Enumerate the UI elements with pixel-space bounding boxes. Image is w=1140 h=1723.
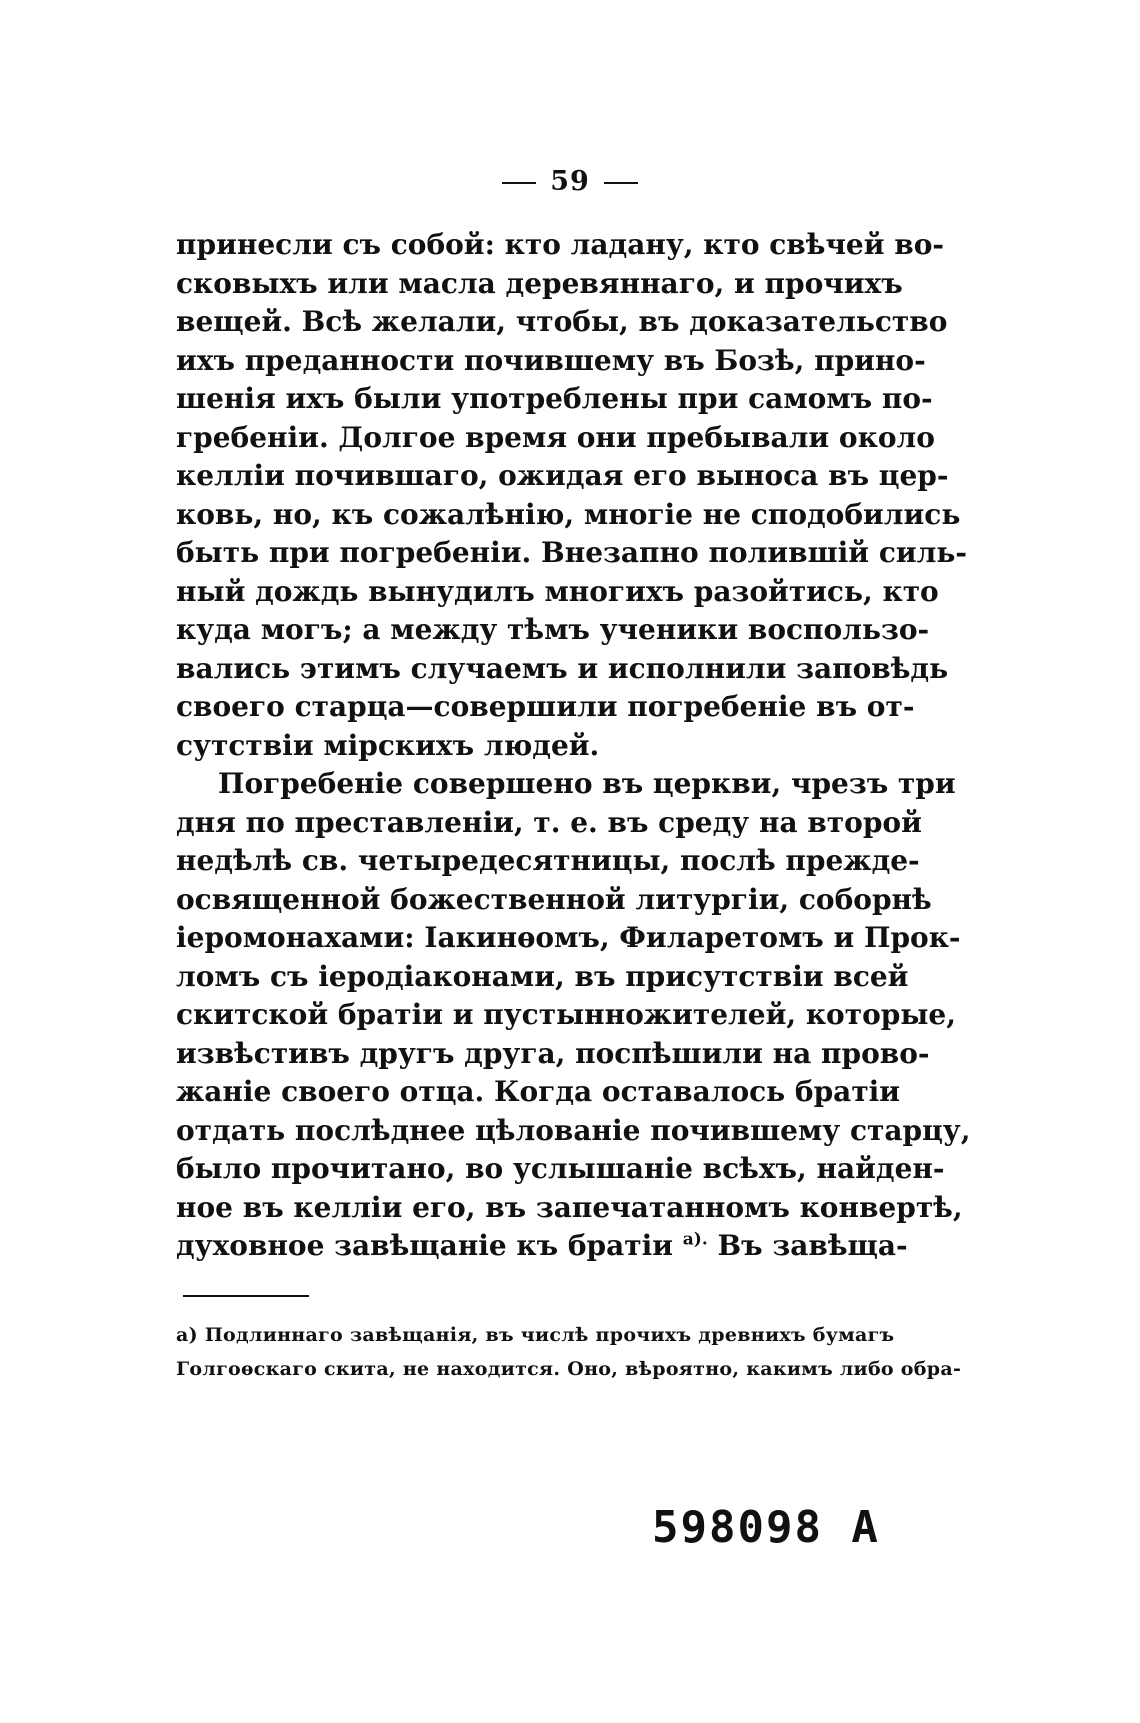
body-line: іеромонахами: Іакинѳомъ, Филаретомъ и Прок- [176, 921, 961, 954]
body-line-paragraph-start: Погребеніе совершено въ церкви, чрезъ три [218, 767, 956, 800]
body-line: быть при погребеніи. Внезапно полившій силь- [176, 536, 967, 569]
body-line: принесли съ собой: кто ладану, кто свѣчей во- [176, 228, 945, 261]
body-line-part: духовное завѣщаніе къ братіи [176, 1229, 683, 1262]
body-line: дня по преставленіи, т. е. въ среду на второй [176, 805, 922, 839]
body-line-with-footnote-mark [176, 1227, 908, 1266]
body-line: ломъ съ іеродіаконами, въ присутствіи всей [176, 959, 909, 993]
dash-right [604, 182, 638, 184]
body-line: извѣстивъ другъ друга, поспѣшили на прово- [176, 1036, 930, 1070]
page-number [0, 166, 1140, 197]
library-stamp-number: 598098 А [652, 1502, 880, 1553]
body-line: ихъ преданности почившему въ Бозѣ, прино- [176, 343, 926, 377]
body-line: скитской братіи и пустынножителей, которые, [176, 998, 956, 1031]
body-line: шенія ихъ были употреблены при самомъ по- [176, 382, 933, 415]
body-line: ное въ келліи его, въ запечатанномъ конвертѣ, [176, 1190, 963, 1224]
body-line: ный дождь вынудилъ многихъ разойтись, кто [176, 574, 939, 608]
body-line: келліи почившаго, ожидая его выноса въ цер- [176, 459, 949, 492]
page-number-text: 59 [550, 166, 590, 197]
body-line: жаніе своего отца. Когда оставалось братіи [176, 1075, 901, 1108]
body-line: куда могъ; а между тѣмъ ученики воспользо- [176, 613, 930, 646]
body-line: отдать послѣднее цѣлованіе почившему старцу, [176, 1113, 971, 1147]
footnote-line: а) Подлиннаго завѣщанія, въ числѣ прочихъ древнихъ бумагъ [176, 1324, 895, 1346]
body-line-part: Въ завѣща- [707, 1229, 908, 1262]
body-line: было прочитано, во услышаніе всѣхъ, найден- [176, 1152, 945, 1185]
body-line: недѣлѣ св. четыредесятницы, послѣ прежде- [176, 844, 920, 877]
body-line: освященной божественной литургіи, соборнѣ [176, 882, 932, 916]
body-line: гребеніи. Долгое время они пребывали около [176, 420, 935, 454]
body-line: ковь, но, къ сожалѣнію, многіе не сподобились [176, 497, 961, 531]
body-line: своего старца—совершили погребеніе въ от- [176, 690, 915, 723]
body-line: вались этимъ случаемъ и исполнили заповѣдь [176, 651, 949, 685]
footnote-reference-mark[interactable]: а). [682, 1229, 708, 1250]
dash-left [502, 182, 536, 184]
footnote-line: Голгоѳскаго скита, не находится. Оно, вѣроятно, какимъ либо обра- [176, 1358, 962, 1380]
body-line: вещей. Всѣ желали, чтобы, въ доказательство [176, 305, 948, 338]
body-line: сковыхъ или масла деревяннаго, и прочихъ [176, 266, 903, 300]
footnotes [176, 1318, 962, 1386]
footnote-divider [183, 1295, 309, 1297]
body-line-paragraph-end: сутствіи мірскихъ людей. [176, 728, 600, 762]
body-text [176, 226, 971, 1266]
